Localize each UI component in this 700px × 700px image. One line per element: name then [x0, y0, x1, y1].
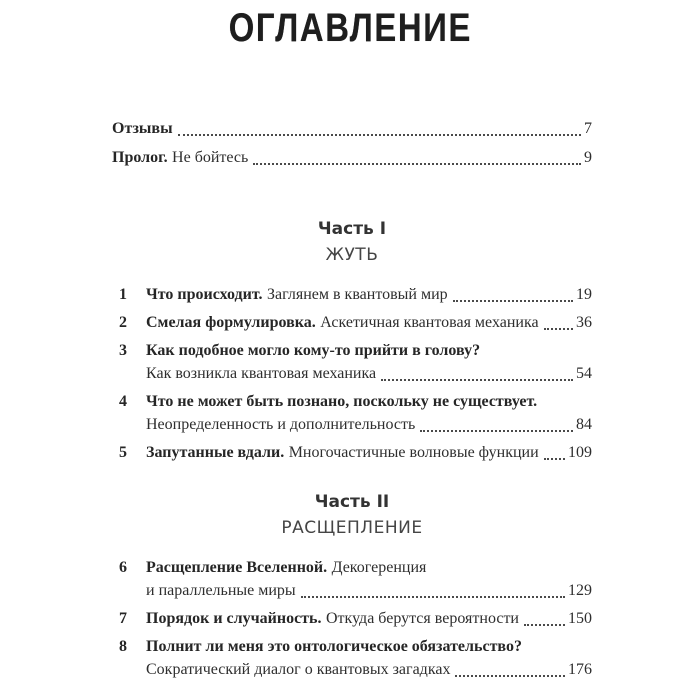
part-name: РАСЩЕПЛЕНИЕ	[281, 518, 423, 538]
chapter-number: 3	[119, 342, 127, 359]
entry-text	[146, 339, 480, 362]
entry-title: Как подобное могло кому-то прийти в голову?	[146, 342, 481, 359]
entry-body	[146, 441, 592, 464]
entry-body	[146, 607, 592, 630]
entry-line	[146, 635, 592, 658]
dot-leader	[455, 675, 565, 677]
entry-subtitle: Многочастичные волновые функции	[288, 444, 539, 461]
entry-title: Запутанные вдали.	[146, 444, 285, 461]
entry-subtitle: Сократический диалог о квантовых загадках	[146, 661, 451, 678]
toc-entry-ch1	[112, 283, 592, 306]
entry-line-2	[146, 413, 592, 436]
entry-line	[146, 441, 592, 464]
entry-subtitle: Аскетичная квантовая механика	[320, 314, 539, 331]
part-2-chapters	[112, 556, 592, 681]
toc-entry-ch5	[112, 441, 592, 464]
entry-text	[146, 607, 519, 630]
page-number: 19	[576, 286, 592, 303]
entry-line	[146, 390, 592, 413]
page-number: 54	[576, 365, 592, 382]
page-number: 36	[576, 314, 592, 331]
entry-title: Что происходит.	[146, 286, 263, 303]
page-number: 109	[568, 444, 592, 461]
entry-subtitle: Заглянем в квантовый мир	[266, 286, 448, 303]
chapter-number: 6	[119, 559, 127, 576]
toc-entry-ch4	[112, 390, 592, 436]
entry-text	[112, 117, 173, 140]
chapter-number: 1	[119, 286, 127, 303]
entry-title: Пролог.	[112, 149, 168, 166]
chapter-number: 8	[119, 638, 127, 655]
entry-title: Порядок и случайность.	[146, 610, 322, 627]
toc-entry-reviews	[112, 117, 592, 140]
entry-subtitle: Не бойтесь	[172, 149, 249, 166]
page-number: 176	[568, 661, 592, 678]
entry-subtitle: Откуда берутся вероятности	[325, 610, 519, 627]
entry-line	[146, 607, 592, 630]
entry-body	[146, 339, 592, 385]
entry-body	[146, 390, 592, 436]
dot-leader	[544, 328, 573, 330]
page-number: 129	[568, 582, 592, 599]
dot-leader	[253, 163, 581, 165]
entry-title: Полнит ли меня это онтологическое обязательство?	[146, 638, 522, 655]
entry-line-2	[146, 658, 592, 681]
toc-entry-ch8	[112, 635, 592, 681]
page-number: 7	[584, 120, 592, 137]
part-1-chapters	[112, 283, 592, 464]
toc-entry-ch2	[112, 311, 592, 334]
entry-body	[146, 283, 592, 306]
entry-text	[146, 311, 539, 334]
part-label: Часть I	[317, 219, 387, 239]
entry-body	[146, 556, 592, 602]
toc-entry-ch3	[112, 339, 592, 385]
entry-title: Что не может быть познано, поскольку не существует.	[146, 393, 538, 410]
chapter-number: 7	[119, 610, 127, 627]
page-number: 84	[576, 416, 592, 433]
title-block	[0, 0, 700, 51]
part-1-heading	[112, 216, 592, 268]
page-number: 150	[568, 610, 592, 627]
entry-subtitle-2: и параллельные миры	[146, 582, 296, 599]
chapter-number: 4	[119, 393, 127, 410]
entry-text	[146, 556, 426, 579]
dot-leader	[301, 596, 565, 598]
entry-text	[146, 283, 448, 306]
entry-line	[146, 556, 592, 579]
toc-entry-prologue	[112, 146, 592, 169]
part-label: Часть II	[314, 492, 390, 512]
page-number: 9	[584, 149, 592, 166]
entry-subtitle: Как возникла квантовая механика	[146, 365, 377, 382]
entry-line-2	[146, 579, 592, 602]
dot-leader	[178, 134, 581, 136]
page-title: ОГЛАВЛЕНИЕ	[228, 6, 472, 50]
entry-title: Расщепление Вселенной.	[146, 559, 328, 576]
front-matter-section	[112, 117, 592, 169]
dot-leader	[544, 458, 565, 460]
dot-leader	[453, 300, 573, 302]
chapter-number: 2	[119, 314, 127, 331]
entry-title: Смелая формулировка.	[146, 314, 316, 331]
entry-body	[146, 635, 592, 681]
chapter-number: 5	[119, 444, 127, 461]
entry-line-2	[146, 362, 592, 385]
entry-text	[146, 390, 537, 413]
entry-line	[146, 311, 592, 334]
toc-entry-ch6	[112, 556, 592, 602]
toc-content	[0, 117, 700, 681]
entry-subtitle: Декогеренция	[331, 559, 427, 576]
part-name: ЖУТЬ	[325, 245, 379, 265]
entry-text	[146, 635, 522, 658]
dot-leader	[524, 624, 565, 626]
toc-entry-ch7	[112, 607, 592, 630]
entry-line	[146, 283, 592, 306]
entry-text	[112, 146, 248, 169]
dot-leader	[420, 430, 573, 432]
entry-text	[146, 441, 539, 464]
dot-leader	[381, 379, 573, 381]
entry-body	[146, 311, 592, 334]
entry-title: Отзывы	[112, 120, 173, 137]
part-2-heading	[112, 489, 592, 541]
entry-subtitle: Неопределенность и дополнительность	[146, 416, 416, 433]
entry-line	[146, 339, 592, 362]
